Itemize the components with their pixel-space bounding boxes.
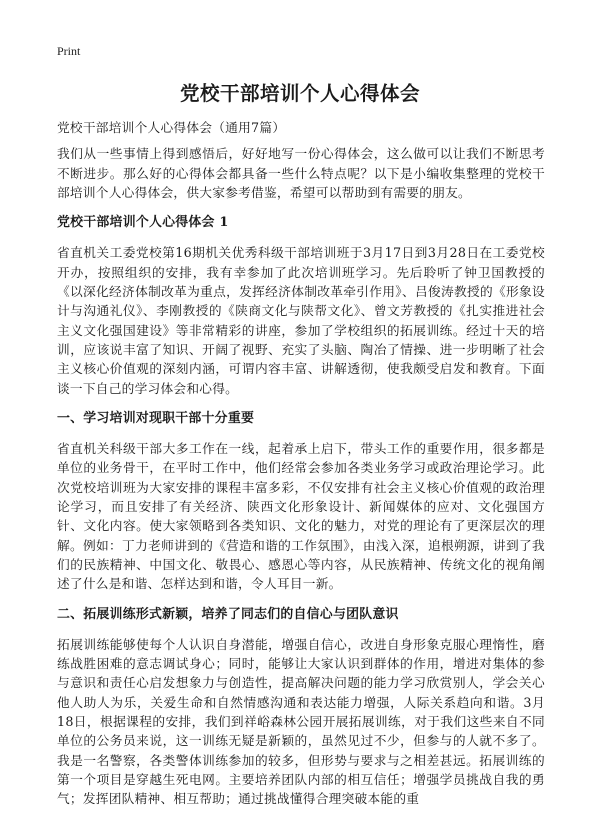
- intro-paragraph: 我们从一些事情上得到感悟后，好好地写一份心得体会，这么做可以让我们不断思考不断进步。那么好的心得体会都具备一些什么特点呢？以下是小编收集整理的党校干部培训个人心得体会，供大家参考借鉴，希望可以帮助到有需要的朋友。: [57, 146, 545, 200]
- body-paragraph: 省直机关工委党校第16期机关优秀科级干部培训班于3月17日到3月28日在工委党校开办，按照组织的安排，我有幸参加了此次培训班学习。先后聆听了钟卫国教授的《以深化经济体制改革为重点，发挥经济体制改革牵引作用》、吕俊涛教授的《形象设计与沟通礼仪》、李刚教授的《陕商文化与陕帮文化》、曾文芳教授的《扎实推进社会主义文化强国建设》等非常精彩的讲座，参加了学校组织的拓展训练。经过十天的培训，应该说丰富了知识、开阔了视野、充实了头脑、陶冶了情操、进一步明晰了社会主义核心价值观的深刻内涵，可谓内容丰富、讲解透彻，使我颇受启发和教育。下面谈一下自己的学习体会和心得。: [57, 245, 545, 396]
- subsection-heading-2: 二、拓展训练形式新颖，培养了同志们的自信心与团队意识: [57, 606, 399, 622]
- print-link[interactable]: Print: [57, 44, 81, 58]
- section-heading: 党校干部培训个人心得体会 1: [57, 215, 229, 231]
- body-paragraph: 省直机关科级干部大多工作在一线，起着承上启下，带头工作的重要作用，很多都是单位的业务骨干，在平时工作中，他们经常会参加各类业务学习或政治理论学习。此次党校培训班为大家安排的课程丰富多彩，不仅安排有社会主义核心价值观的政治理论学习，而且安排了有关经济、陕西文化形象设计、新闻媒体的应对、文化强国方针、文化内容。使大家领略到各类知识、文化的魅力，对党的理论有了更深层次的理解。例如：丁力老师讲到的《营造和谐的工作氛围》，由浅入深，追根朔源，讲到了我们的民族精神、中国文化、敬畏心、感恩心等内容，从民族精神、传统文化的视角阐述了什么是和谐、怎样达到和谐，令人耳目一新。: [57, 441, 545, 592]
- article-subtitle: 党校干部培训个人心得体会（通用7篇）: [57, 120, 286, 135]
- subsection-heading-1: 一、学习培训对现职干部十分重要: [57, 410, 255, 426]
- page-title: 党校干部培训个人心得体会: [179, 82, 420, 105]
- body-paragraph: 拓展训练能够使每个人认识自身潜能，增强自信心，改进自身形象克服心理惰性，磨练战胜困难的意志调试身心；同时，能够让大家认识到群体的作用，增进对集体的参与意识和责任心启发想象力与创造性，提高解决问题的能力学习欣赏别人，学会关心他人助人为乐，关爱生命和自然情感沟通和表达能力增强，人际关系趋向和谐。3月18日，根据课程的安排，我们到祥峪森林公园开展拓展训练，对于我们这些来自不同单位的公务员来说，这一训练无疑是新颖的，虽然见过不少，但参与的人就不多了。我是一名警察，各类警体训练参加的较多，但形势与要求与之相差甚远。拓展训练的第一个项目是穿越生死电网。主要培养团队内部的相互信任；增强学员挑战自我的勇气；发挥团队精神、相互帮助；通过挑战懂得合理突破本能的重: [57, 636, 545, 807]
- article-body: [57, 118, 545, 820]
